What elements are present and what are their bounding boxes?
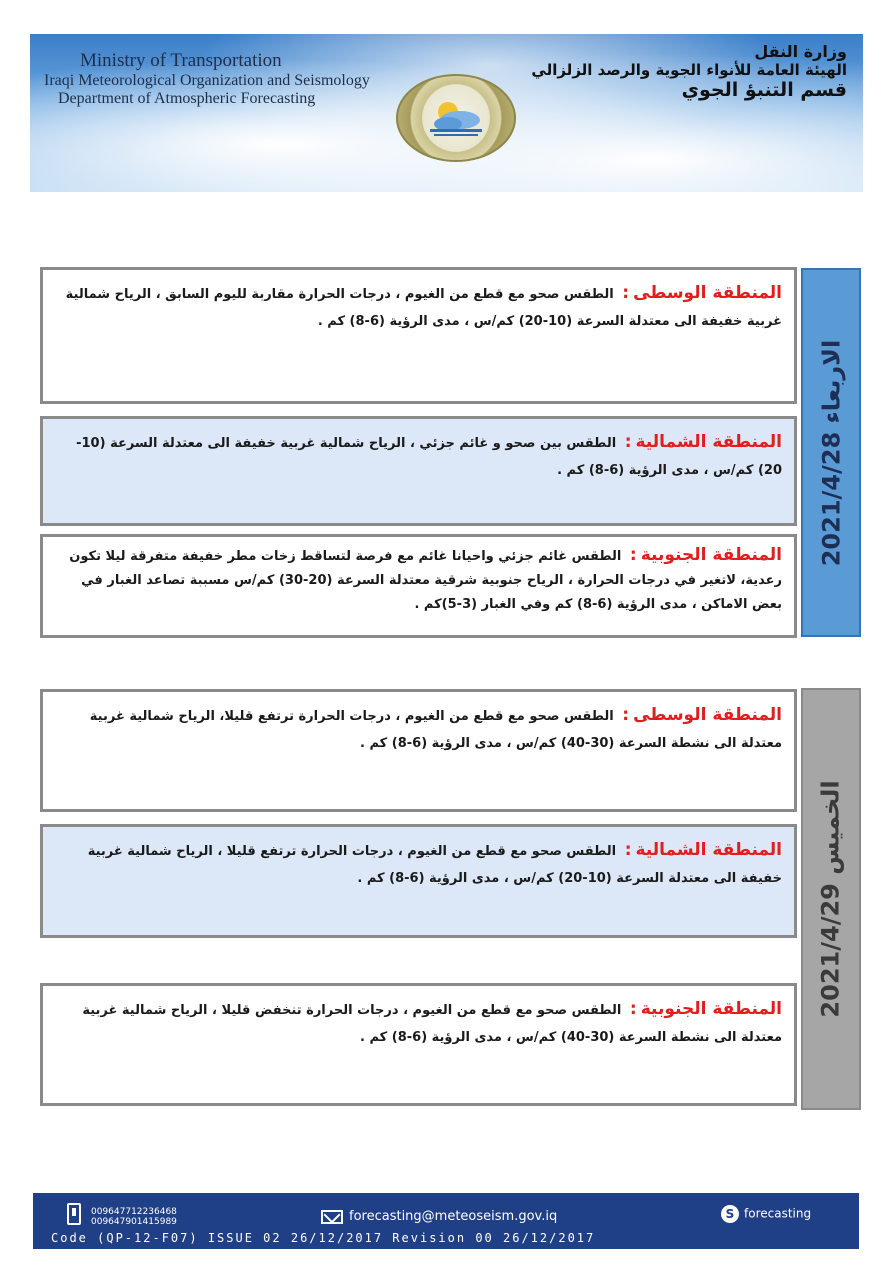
header-banner <box>30 34 863 192</box>
forecast-text: الطقس غائم جزئي واحيانا غائم مع فرصة لتساقط زخات مطر خفيفة متفرقة ليلا تكون رعدية، لاتغير في درجات الحرارة ، الرياح جنوبية شرقية معتدلة السرعة (20-30) كم/س مسببة تصاعد الغبار في بعض الاماكن ، مدى الرؤية (6-8) كم وفي الغبار (3-5)كم . <box>69 549 782 612</box>
footer-bar <box>33 1193 859 1249</box>
email-address[interactable]: forecasting@meteoseism.gov.iq <box>349 1209 558 1224</box>
forecast-text: الطقس صحو مع قطع من الغيوم ، درجات الحرارة ترتفع قليلا، الرياح شمالية غربية معتدلة الى نشطة السرعة (30-40) كم/س ، مدى الرؤية (6-8) كم . <box>89 709 782 751</box>
region-label: المنطقة الوسطى <box>633 283 782 303</box>
forecast-text: الطقس صحو مع قطع من الغيوم ، درجات الحرارة مقاربة لليوم السابق ، الرياح شمالية غربية خفيفة الى معتدلة السرعة (10-20) كم/س ، مدى الرؤية (6-8) كم . <box>65 287 782 329</box>
organization-logo <box>396 74 516 162</box>
organization-name-ar: الهيئة العامة للأنواء الجوية والرصد الزلزالي <box>531 61 847 79</box>
email-contact[interactable] <box>321 1209 557 1224</box>
phone-number: 009647901415989 <box>91 1217 177 1227</box>
date-bar-day1 <box>801 268 861 637</box>
skype-contact[interactable] <box>721 1205 811 1223</box>
forecast-day1-north: المنطقة الشمالية: الطقس بين صحو و غائم جزئي ، الرياح شمالية غربية خفيفة الى معتدلة السرعة (10-20) كم/س ، مدى الرؤية (6-8) كم . <box>40 416 797 526</box>
english-org-block <box>44 50 370 108</box>
skype-handle[interactable]: forecasting <box>744 1206 812 1221</box>
region-label: المنطقة الجنوبية <box>640 999 782 1019</box>
phone-icon <box>67 1203 81 1225</box>
ministry-name-ar: وزارة النقل <box>754 42 847 61</box>
forecast-day2-south: المنطقة الجنوبية: الطقس صحو مع قطع من الغيوم ، درجات الحرارة تنخفض قليلا ، الرياح شمالية غربية معتدلة الى نشطة السرعة (30-40) كم/س ، مدى الرؤية (6-8) كم . <box>40 983 797 1106</box>
forecast-text: الطقس صحو مع قطع من الغيوم ، درجات الحرارة ترتفع قليلا ، الرياح شمالية غربية خفيفة الى معتدلة السرعة (10-20) كم/س ، مدى الرؤية (6-8) كم . <box>87 844 782 886</box>
ministry-name: Ministry of Transportation <box>80 50 282 71</box>
phone-number: 009647712236468 <box>91 1207 177 1217</box>
forecast-day1-central: المنطقة الوسطى: الطقس صحو مع قطع من الغيوم ، درجات الحرارة مقاربة لليوم السابق ، الرياح شمالية غربية خفيفة الى معتدلة السرعة (10-20) كم/س ، مدى الرؤية (6-8) كم . <box>40 267 797 404</box>
date-label: الخميس 2021/4/29 <box>817 780 846 1018</box>
region-label: المنطقة الوسطى <box>633 705 782 725</box>
forecast-day2-central: المنطقة الوسطى: الطقس صحو مع قطع من الغيوم ، درجات الحرارة ترتفع قليلا، الرياح شمالية غربية معتدلة الى نشطة السرعة (30-40) كم/س ، مدى الرؤية (6-8) كم . <box>40 689 797 812</box>
skype-icon: S <box>721 1205 739 1223</box>
forecast-text: الطقس صحو مع قطع من الغيوم ، درجات الحرارة تنخفض قليلا ، الرياح شمالية غربية معتدلة الى نشطة السرعة (30-40) كم/س ، مدى الرؤية (6-8) كم . <box>82 1003 782 1045</box>
date-bar-day2 <box>801 688 861 1110</box>
region-label: المنطقة الجنوبية <box>640 545 782 565</box>
document-code: Code (QP-12-F07) ISSUE 02 26/12/2017 Revision 00 26/12/2017 <box>51 1231 596 1245</box>
forecast-day2-north: المنطقة الشمالية: الطقس صحو مع قطع من الغيوم ، درجات الحرارة ترتفع قليلا ، الرياح شمالية غربية خفيفة الى معتدلة السرعة (10-20) كم/س ، مدى الرؤية (6-8) كم . <box>40 824 797 938</box>
date-label: الاربعاء 2021/4/28 <box>817 339 846 566</box>
organization-name: Iraqi Meteorological Organization and Seismology <box>44 72 370 89</box>
arabic-org-block <box>531 42 847 101</box>
phone-numbers <box>91 1207 177 1227</box>
forecast-day1-south: المنطقة الجنوبية: الطقس غائم جزئي واحيانا غائم مع فرصة لتساقط زخات مطر خفيفة متفرقة ليلا تكون رعدية، لاتغير في درجات الحرارة ، الرياح جنوبية شرقية معتدلة السرعة (20-30) كم/س مسببة تصاعد الغبار في بعض الاماكن ، مدى الرؤية (6-8) كم وفي الغبار (3-5)كم . <box>40 534 797 638</box>
department-name: Department of Atmospheric Forecasting <box>58 90 316 107</box>
forecast-text: الطقس بين صحو و غائم جزئي ، الرياح شمالية غربية خفيفة الى معتدلة السرعة (10-20) كم/س ، مدى الرؤية (6-8) كم . <box>76 436 782 478</box>
region-label: المنطقة الشمالية <box>635 840 782 860</box>
region-label: المنطقة الشمالية <box>635 432 782 452</box>
cloud-sun-icon <box>424 96 488 140</box>
mail-icon <box>321 1210 343 1224</box>
department-name-ar: قسم التنبؤ الجوي <box>681 79 847 101</box>
